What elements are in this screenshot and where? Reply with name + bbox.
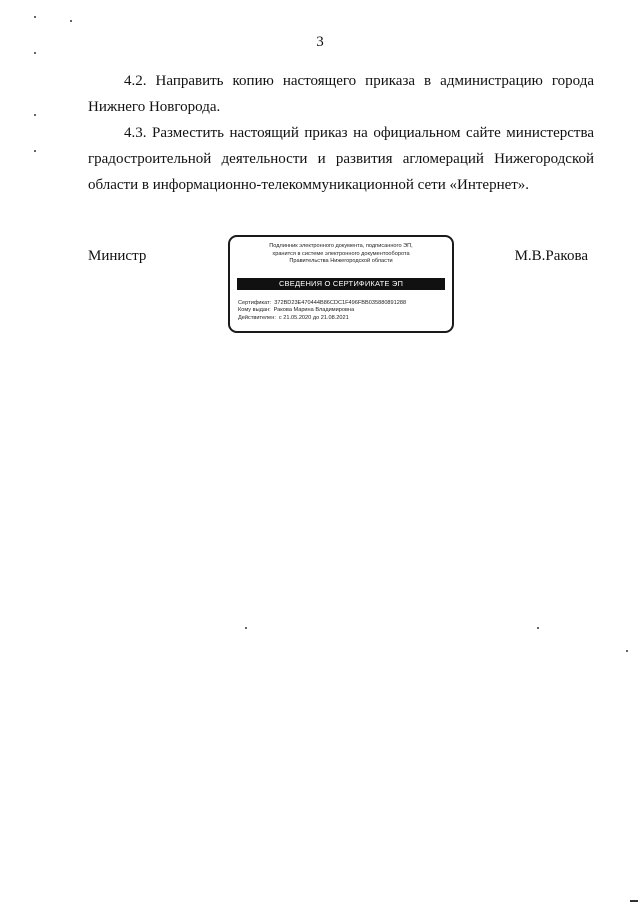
scan-speck xyxy=(630,900,638,902)
issued-to-value: Ракова Марина Владимировна xyxy=(273,307,355,314)
certificate-label: Сертификат: xyxy=(238,300,272,306)
signatory-position: Министр xyxy=(88,248,147,264)
scan-speck xyxy=(245,627,247,629)
issued-to-row xyxy=(238,307,446,314)
certificate-value: 372BD23E470444B86CDC1F496FBB035880891288 xyxy=(274,300,407,306)
scan-speck xyxy=(626,650,628,652)
electronic-signature-stamp xyxy=(228,235,454,333)
signatory-name: М.В.Ракова xyxy=(514,248,588,264)
issued-to-label: Кому выдан: xyxy=(238,307,271,314)
validity-label: Действителен: xyxy=(238,314,276,321)
stamp-header-line: Подлинник электронного документа, подписанного ЭП, xyxy=(269,243,413,249)
validity-value: с 21.05.2020 до 21.08.2021 xyxy=(278,314,349,321)
scan-speck xyxy=(34,150,36,152)
paragraph-line: 4.3. Разместить настоящий приказ на официальном сайте министерства xyxy=(124,125,594,141)
scan-speck xyxy=(70,20,72,22)
validity-row xyxy=(238,315,446,322)
scan-speck xyxy=(34,114,36,116)
stamp-header-line: Правительства Нижегородской области xyxy=(289,258,393,264)
stamp-certificate-info xyxy=(238,300,446,322)
paragraph-4-2 xyxy=(88,68,594,120)
paragraph-line: области в информационно-телекоммуникационной сети «Интернет». xyxy=(88,177,530,193)
paragraph-line: Нижнего Новгорода. xyxy=(88,99,221,115)
stamp-header-line: хранится в системе электронного документооборота xyxy=(272,250,410,257)
paragraph-line: 4.2. Направить копию настоящего приказа в администрацию города xyxy=(124,73,594,89)
paragraph-line: градостроительной деятельности и развития агломераций Нижегородской xyxy=(88,151,594,167)
stamp-title: СВЕДЕНИЯ О СЕРТИФИКАТЕ ЭП xyxy=(237,278,445,290)
scan-speck xyxy=(537,627,539,629)
certificate-row xyxy=(238,300,446,307)
stamp-header xyxy=(236,243,446,266)
paragraph-4-3 xyxy=(88,120,594,198)
scan-speck xyxy=(34,52,36,54)
page-number: 3 xyxy=(316,34,324,50)
scan-speck xyxy=(34,16,36,18)
